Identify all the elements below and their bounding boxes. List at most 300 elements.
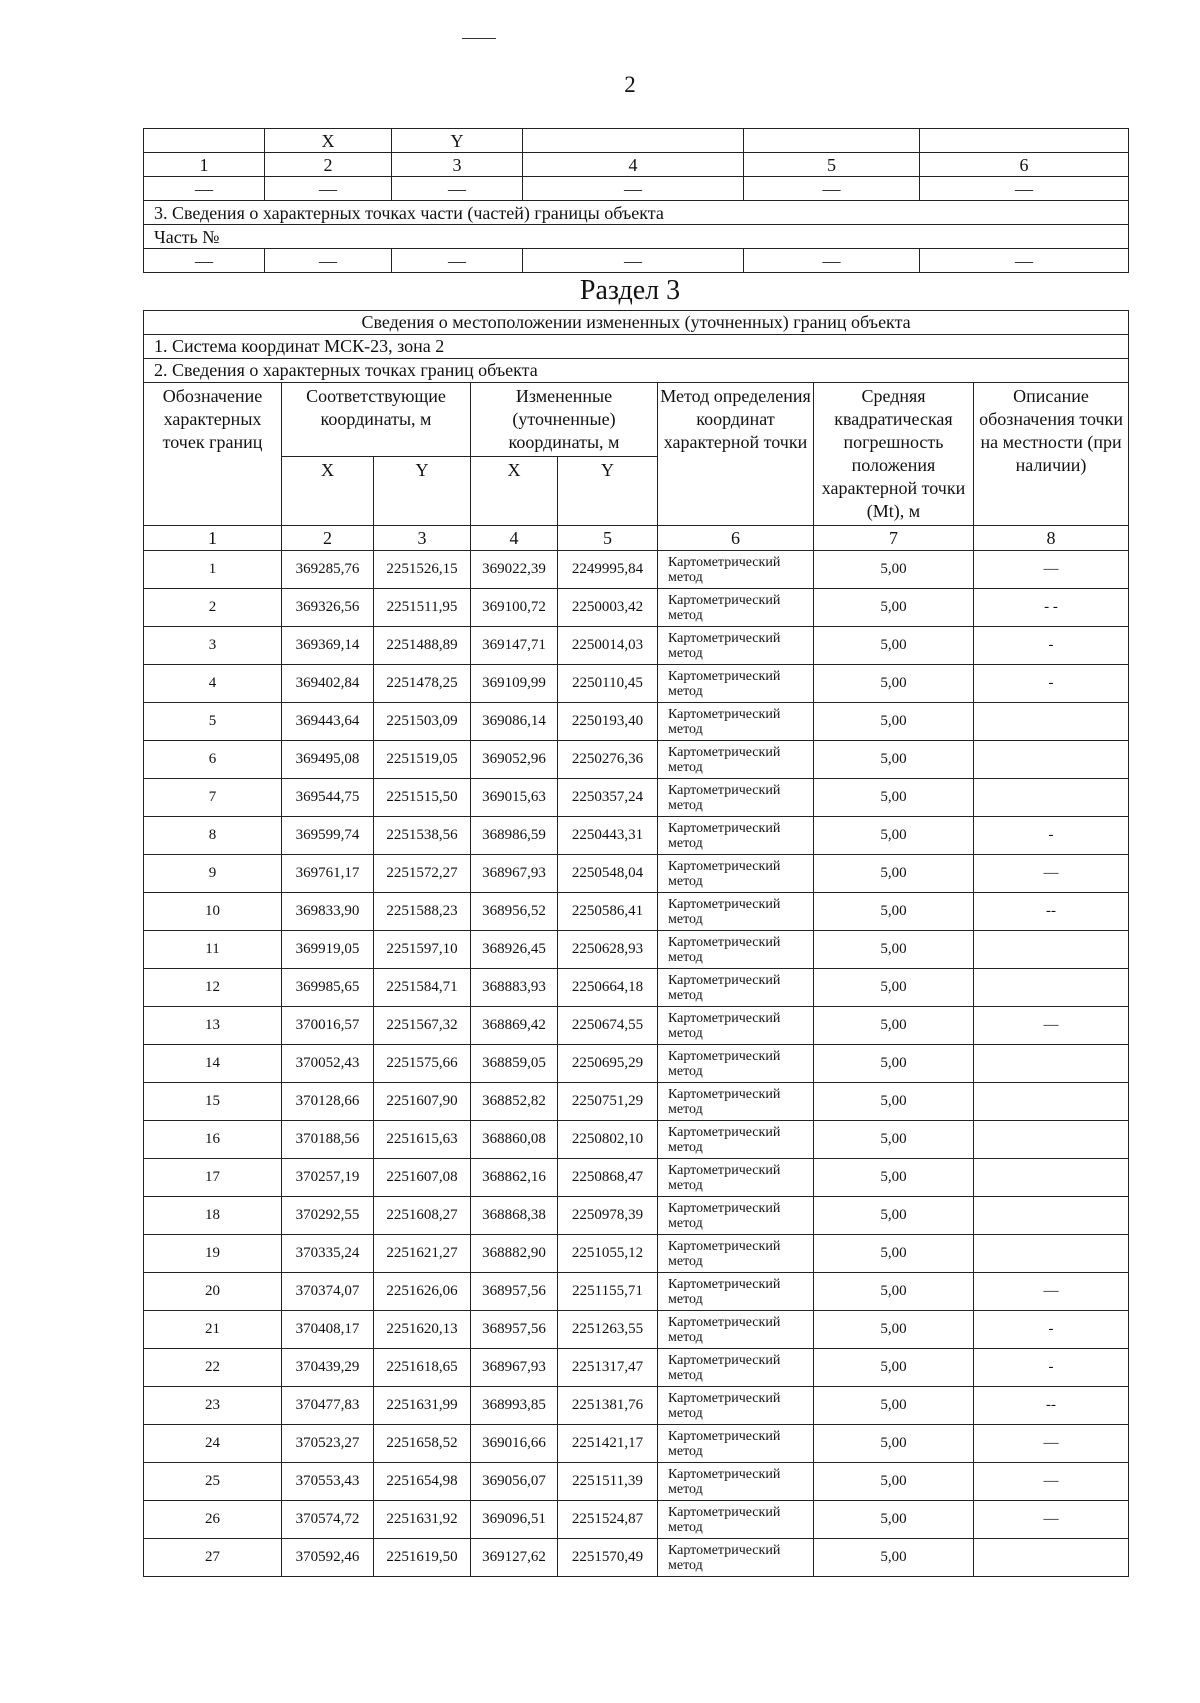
cell-x1: 370292,55 — [282, 1197, 374, 1235]
cell-x1: 369985,65 — [282, 969, 374, 1007]
cell-y2: 2250978,39 — [558, 1197, 658, 1235]
cell-n: 23 — [144, 1387, 282, 1425]
table-row — [144, 741, 1129, 779]
cell-n: 7 — [144, 779, 282, 817]
cell-n: 10 — [144, 893, 282, 931]
cell: X — [265, 129, 392, 153]
cell-x2: 368852,82 — [471, 1083, 558, 1121]
cell-x1: 370016,57 — [282, 1007, 374, 1045]
cell-e: 5,00 — [814, 1387, 974, 1425]
cell — [523, 129, 744, 153]
cell-y1: 2251503,09 — [374, 703, 471, 741]
cell: 6 — [658, 526, 814, 551]
cell-n: 3 — [144, 627, 282, 665]
cell: 3 — [392, 153, 523, 177]
cell-y1: 2251519,05 — [374, 741, 471, 779]
cell — [920, 129, 1129, 153]
cell-n: 15 — [144, 1083, 282, 1121]
table-row — [144, 1349, 1129, 1387]
table-row — [144, 1539, 1129, 1577]
cell-x1: 370477,83 — [282, 1387, 374, 1425]
cell-x2: 368986,59 — [471, 817, 558, 855]
table-row — [144, 703, 1129, 741]
cell — [744, 129, 920, 153]
cell-y1: 2251626,06 — [374, 1273, 471, 1311]
cell-m: Картометрический метод — [658, 741, 814, 779]
cell-y1: 2251620,13 — [374, 1311, 471, 1349]
cell-d: — — [974, 551, 1129, 589]
cell-x1: 369402,84 — [282, 665, 374, 703]
cell: — — [920, 177, 1129, 201]
cell-y2: 2250586,41 — [558, 893, 658, 931]
cell-x2: 369015,63 — [471, 779, 558, 817]
cell-x1: 370553,43 — [282, 1463, 374, 1501]
cell-y1: 2251607,08 — [374, 1159, 471, 1197]
cell-x1: 369369,14 — [282, 627, 374, 665]
cell: 7 — [814, 526, 974, 551]
table-row — [144, 1121, 1129, 1159]
cell-x2: 368967,93 — [471, 1349, 558, 1387]
cell-m: Картометрический метод — [658, 931, 814, 969]
cell-n: 22 — [144, 1349, 282, 1387]
cell-y2: 2250868,47 — [558, 1159, 658, 1197]
cell-n: 6 — [144, 741, 282, 779]
cell-y1: 2251654,98 — [374, 1463, 471, 1501]
cell-d: — — [974, 1007, 1129, 1045]
cell-m: Картометрический метод — [658, 1539, 814, 1577]
cell-n: 17 — [144, 1159, 282, 1197]
cell-y2: 2250664,18 — [558, 969, 658, 1007]
cell-y1: 2251538,56 — [374, 817, 471, 855]
cell-y2: 2250357,24 — [558, 779, 658, 817]
cell-d: -- — [974, 893, 1129, 931]
cell-x2: 368869,42 — [471, 1007, 558, 1045]
cell-x1: 370257,19 — [282, 1159, 374, 1197]
table-row — [144, 1425, 1129, 1463]
cell-n: 12 — [144, 969, 282, 1007]
top-table — [143, 128, 1129, 273]
cell-x2: 368862,16 — [471, 1159, 558, 1197]
cell-n: 4 — [144, 665, 282, 703]
cell-y1: 2251584,71 — [374, 969, 471, 1007]
cell-x2: 368926,45 — [471, 931, 558, 969]
cell-e: 5,00 — [814, 779, 974, 817]
cell-d: — — [974, 1501, 1129, 1539]
cell-d: — — [974, 1273, 1129, 1311]
cell-y2: 2250628,93 — [558, 931, 658, 969]
table-row — [144, 969, 1129, 1007]
cell-y1: 2251575,66 — [374, 1045, 471, 1083]
cell-x2: 368956,52 — [471, 893, 558, 931]
cell-x1: 370052,43 — [282, 1045, 374, 1083]
col-error-header: Средняя квадратическая погрешность положения характерной точки (Mt), м — [814, 383, 974, 526]
cell-x2: 368882,90 — [471, 1235, 558, 1273]
cell-n: 11 — [144, 931, 282, 969]
table-row — [144, 1045, 1129, 1083]
cell-d: - — [974, 1311, 1129, 1349]
cell-x2: 368883,93 — [471, 969, 558, 1007]
cell-d — [974, 1121, 1129, 1159]
cell-m: Картометрический метод — [658, 855, 814, 893]
cell-n: 21 — [144, 1311, 282, 1349]
cell: — — [523, 177, 744, 201]
cell-x1: 369285,76 — [282, 551, 374, 589]
cell-y1: 2251478,25 — [374, 665, 471, 703]
cell-y1: 2251526,15 — [374, 551, 471, 589]
cell-y2: 2250548,04 — [558, 855, 658, 893]
cell-d — [974, 703, 1129, 741]
boundary-points-table — [143, 310, 1129, 1577]
top-table-header-row — [144, 129, 1129, 153]
cell-n: 14 — [144, 1045, 282, 1083]
cell-y1: 2251618,65 — [374, 1349, 471, 1387]
cell-n: 20 — [144, 1273, 282, 1311]
cell-e: 5,00 — [814, 665, 974, 703]
cell-n: 13 — [144, 1007, 282, 1045]
cell-d: - - — [974, 589, 1129, 627]
cell-y2: 2250193,40 — [558, 703, 658, 741]
cell: 5 — [558, 526, 658, 551]
cell-d: - — [974, 665, 1129, 703]
cell: 1 — [144, 153, 265, 177]
cell-e: 5,00 — [814, 1197, 974, 1235]
cell-x1: 370128,66 — [282, 1083, 374, 1121]
table-row — [144, 1273, 1129, 1311]
cell: — — [392, 249, 523, 273]
table-subtitle: 2. Сведения о характерных точках границ объекта — [144, 359, 1129, 383]
table-row — [144, 1197, 1129, 1235]
cell-x2: 368859,05 — [471, 1045, 558, 1083]
cell-d — [974, 1235, 1129, 1273]
table-row — [144, 1007, 1129, 1045]
part-number-label: Часть № — [144, 225, 1129, 249]
y-header: Y — [558, 457, 658, 526]
cell-x2: 368967,93 — [471, 855, 558, 893]
cell-x1: 369761,17 — [282, 855, 374, 893]
cell: 2 — [265, 153, 392, 177]
cell-x2: 369016,66 — [471, 1425, 558, 1463]
cell: 5 — [744, 153, 920, 177]
cell-e: 5,00 — [814, 589, 974, 627]
col-method-header: Метод определения координат характерной точки — [658, 383, 814, 526]
cell: Y — [392, 129, 523, 153]
cell-n: 1 — [144, 551, 282, 589]
cell-m: Картометрический метод — [658, 1349, 814, 1387]
cell-y1: 2251588,23 — [374, 893, 471, 931]
cell-n: 24 — [144, 1425, 282, 1463]
cell-e: 5,00 — [814, 1425, 974, 1463]
cell-x2: 369147,71 — [471, 627, 558, 665]
cell-m: Картометрический метод — [658, 589, 814, 627]
cell-e: 5,00 — [814, 703, 974, 741]
cell: 1 — [144, 526, 282, 551]
cell-n: 18 — [144, 1197, 282, 1235]
cell-y2: 2251421,17 — [558, 1425, 658, 1463]
cell-e: 5,00 — [814, 1007, 974, 1045]
cell-x2: 368993,85 — [471, 1387, 558, 1425]
cell-e: 5,00 — [814, 931, 974, 969]
cell-e: 5,00 — [814, 1539, 974, 1577]
cell-d: - — [974, 627, 1129, 665]
cell-e: 5,00 — [814, 855, 974, 893]
table-row — [144, 1311, 1129, 1349]
cell-m: Картометрический метод — [658, 1235, 814, 1273]
cell-y2: 2251524,87 — [558, 1501, 658, 1539]
cell: — — [523, 249, 744, 273]
coordinate-system: 1. Система координат МСК-23, зона 2 — [144, 335, 1129, 359]
cell-x1: 369599,74 — [282, 817, 374, 855]
cell-x2: 368957,56 — [471, 1311, 558, 1349]
cell-e: 5,00 — [814, 969, 974, 1007]
cell-m: Картометрический метод — [658, 969, 814, 1007]
table-body — [144, 551, 1129, 1577]
cell-y1: 2251631,99 — [374, 1387, 471, 1425]
cell-y1: 2251631,92 — [374, 1501, 471, 1539]
cell-d: — — [974, 855, 1129, 893]
cell-y2: 2251055,12 — [558, 1235, 658, 1273]
cell: 3 — [374, 526, 471, 551]
table-row — [144, 1387, 1129, 1425]
cell-d — [974, 1083, 1129, 1121]
cell-x1: 369443,64 — [282, 703, 374, 741]
cell-n: 19 — [144, 1235, 282, 1273]
table-row — [144, 855, 1129, 893]
cell-m: Картометрический метод — [658, 703, 814, 741]
cell-y2: 2250276,36 — [558, 741, 658, 779]
cell-d — [974, 1539, 1129, 1577]
x-header: X — [471, 457, 558, 526]
cell-y2: 2250802,10 — [558, 1121, 658, 1159]
cell-m: Картометрический метод — [658, 893, 814, 931]
col-designation-header: Обозначение характерных точек границ — [144, 383, 282, 526]
cell-n: 26 — [144, 1501, 282, 1539]
cell: — — [144, 177, 265, 201]
table-row — [144, 931, 1129, 969]
cell-m: Картометрический метод — [658, 1197, 814, 1235]
cell-e: 5,00 — [814, 1159, 974, 1197]
cell: — — [744, 177, 920, 201]
x-header: X — [282, 457, 374, 526]
cell-n: 9 — [144, 855, 282, 893]
cell-d: — — [974, 1425, 1129, 1463]
cell-x1: 370374,07 — [282, 1273, 374, 1311]
cell-e: 5,00 — [814, 1083, 974, 1121]
cell-x2: 369022,39 — [471, 551, 558, 589]
cell-x1: 369544,75 — [282, 779, 374, 817]
table-row — [144, 1463, 1129, 1501]
cell-d — [974, 1197, 1129, 1235]
table-row — [144, 779, 1129, 817]
cell-m: Картометрический метод — [658, 1273, 814, 1311]
cell-x1: 370523,27 — [282, 1425, 374, 1463]
cell: 8 — [974, 526, 1129, 551]
cell-x2: 368860,08 — [471, 1121, 558, 1159]
cell-x2: 369109,99 — [471, 665, 558, 703]
cell-y1: 2251607,90 — [374, 1083, 471, 1121]
cell-y1: 2251615,63 — [374, 1121, 471, 1159]
cell-e: 5,00 — [814, 1235, 974, 1273]
cell: 6 — [920, 153, 1129, 177]
table-row — [144, 817, 1129, 855]
cell-x1: 370335,24 — [282, 1235, 374, 1273]
cell-y2: 2250695,29 — [558, 1045, 658, 1083]
cell-d: -- — [974, 1387, 1129, 1425]
section-title: Раздел 3 — [579, 275, 681, 306]
table-row — [144, 1159, 1129, 1197]
cell-m: Картометрический метод — [658, 817, 814, 855]
cell-d — [974, 969, 1129, 1007]
cell-y1: 2251619,50 — [374, 1539, 471, 1577]
cell-e: 5,00 — [814, 1273, 974, 1311]
table-row — [144, 1235, 1129, 1273]
cell — [144, 129, 265, 153]
cell-m: Картометрический метод — [658, 551, 814, 589]
cell-y2: 2251381,76 — [558, 1387, 658, 1425]
cell-y1: 2251488,89 — [374, 627, 471, 665]
cell-x1: 370574,72 — [282, 1501, 374, 1539]
cell: — — [744, 249, 920, 273]
cell-n: 25 — [144, 1463, 282, 1501]
cell-m: Картометрический метод — [658, 1311, 814, 1349]
cell-x2: 368957,56 — [471, 1273, 558, 1311]
cell-e: 5,00 — [814, 1045, 974, 1083]
cell-m: Картометрический метод — [658, 1501, 814, 1539]
cell-x1: 370439,29 — [282, 1349, 374, 1387]
cell-y2: 2251511,39 — [558, 1463, 658, 1501]
section3-heading: 3. Сведения о характерных точках части (частей) границы объекта — [144, 201, 1129, 225]
cell-e: 5,00 — [814, 1311, 974, 1349]
table-row — [144, 665, 1129, 703]
cell-e: 5,00 — [814, 627, 974, 665]
cell-e: 5,00 — [814, 551, 974, 589]
cell: — — [392, 177, 523, 201]
top-table-dash-row — [144, 177, 1129, 201]
cell-d: — — [974, 1463, 1129, 1501]
cell-d — [974, 1045, 1129, 1083]
cell-m: Картометрический метод — [658, 779, 814, 817]
cell-y1: 2251511,95 — [374, 589, 471, 627]
col-corresponding-header: Соответствующие координаты, м — [282, 383, 471, 457]
cell-y1: 2251572,27 — [374, 855, 471, 893]
cell-x2: 369096,51 — [471, 1501, 558, 1539]
cell-e: 5,00 — [814, 817, 974, 855]
cell-y2: 2250443,31 — [558, 817, 658, 855]
cell-e: 5,00 — [814, 1349, 974, 1387]
cell-m: Картометрический метод — [658, 665, 814, 703]
cell: 4 — [523, 153, 744, 177]
table-row — [144, 589, 1129, 627]
cell-y2: 2251155,71 — [558, 1273, 658, 1311]
cell-y2: 2250110,45 — [558, 665, 658, 703]
cell-y1: 2251567,32 — [374, 1007, 471, 1045]
cell-d — [974, 779, 1129, 817]
cell-x2: 369056,07 — [471, 1463, 558, 1501]
cell-e: 5,00 — [814, 1463, 974, 1501]
cell-e: 5,00 — [814, 1121, 974, 1159]
cell-e: 5,00 — [814, 893, 974, 931]
cell-d — [974, 931, 1129, 969]
cell-d — [974, 1159, 1129, 1197]
cell: — — [265, 249, 392, 273]
cell-m: Картометрический метод — [658, 627, 814, 665]
cell-x2: 369127,62 — [471, 1539, 558, 1577]
cell-x2: 369100,72 — [471, 589, 558, 627]
cell-d: - — [974, 817, 1129, 855]
cell: — — [144, 249, 265, 273]
table-caption: Сведения о местоположении измененных (уточненных) границ объекта — [144, 311, 1129, 335]
cell-n: 16 — [144, 1121, 282, 1159]
cell-m: Картометрический метод — [658, 1007, 814, 1045]
col-changed-header: Измененные (уточненные) координаты, м — [471, 383, 658, 457]
top-table-number-row — [144, 153, 1129, 177]
cell-y2: 2250751,29 — [558, 1083, 658, 1121]
cell-x1: 370188,56 — [282, 1121, 374, 1159]
cell-x1: 369326,56 — [282, 589, 374, 627]
cell-e: 5,00 — [814, 1501, 974, 1539]
cell-n: 8 — [144, 817, 282, 855]
cell: 4 — [471, 526, 558, 551]
cell-x1: 369833,90 — [282, 893, 374, 931]
cell-x1: 370408,17 — [282, 1311, 374, 1349]
cell-y2: 2251263,55 — [558, 1311, 658, 1349]
cell-y1: 2251608,27 — [374, 1197, 471, 1235]
cell-y2: 2250674,55 — [558, 1007, 658, 1045]
cell-d — [974, 741, 1129, 779]
cell-y2: 2250014,03 — [558, 627, 658, 665]
table-row — [144, 893, 1129, 931]
cell-x2: 369086,14 — [471, 703, 558, 741]
top-mark — [462, 38, 496, 39]
page-number: 2 — [624, 72, 636, 97]
cell-y2: 2250003,42 — [558, 589, 658, 627]
table-row — [144, 1501, 1129, 1539]
cell: 2 — [282, 526, 374, 551]
cell-n: 27 — [144, 1539, 282, 1577]
cell-x2: 368868,38 — [471, 1197, 558, 1235]
cell-x1: 369495,08 — [282, 741, 374, 779]
cell-y1: 2251597,10 — [374, 931, 471, 969]
table-row — [144, 1083, 1129, 1121]
cell-y2: 2249995,84 — [558, 551, 658, 589]
column-number-row — [144, 526, 1129, 551]
cell-x1: 370592,46 — [282, 1539, 374, 1577]
cell-y1: 2251621,27 — [374, 1235, 471, 1273]
col-description-header: Описание обозначения точки на местности (при наличии) — [974, 383, 1129, 526]
cell-y2: 2251317,47 — [558, 1349, 658, 1387]
cell-m: Картометрический метод — [658, 1463, 814, 1501]
table-row — [144, 551, 1129, 589]
cell-x2: 369052,96 — [471, 741, 558, 779]
cell: — — [920, 249, 1129, 273]
cell-y2: 2251570,49 — [558, 1539, 658, 1577]
cell-n: 5 — [144, 703, 282, 741]
cell-m: Картометрический метод — [658, 1159, 814, 1197]
cell: — — [265, 177, 392, 201]
cell-m: Картометрический метод — [658, 1425, 814, 1463]
cell-n: 2 — [144, 589, 282, 627]
cell-m: Картометрический метод — [658, 1121, 814, 1159]
y-header: Y — [374, 457, 471, 526]
top-table-dash-row — [144, 249, 1129, 273]
cell-e: 5,00 — [814, 741, 974, 779]
table-row — [144, 627, 1129, 665]
cell-m: Картометрический метод — [658, 1045, 814, 1083]
cell-d: - — [974, 1349, 1129, 1387]
cell-m: Картометрический метод — [658, 1387, 814, 1425]
cell-m: Картометрический метод — [658, 1083, 814, 1121]
cell-x1: 369919,05 — [282, 931, 374, 969]
cell-y1: 2251515,50 — [374, 779, 471, 817]
